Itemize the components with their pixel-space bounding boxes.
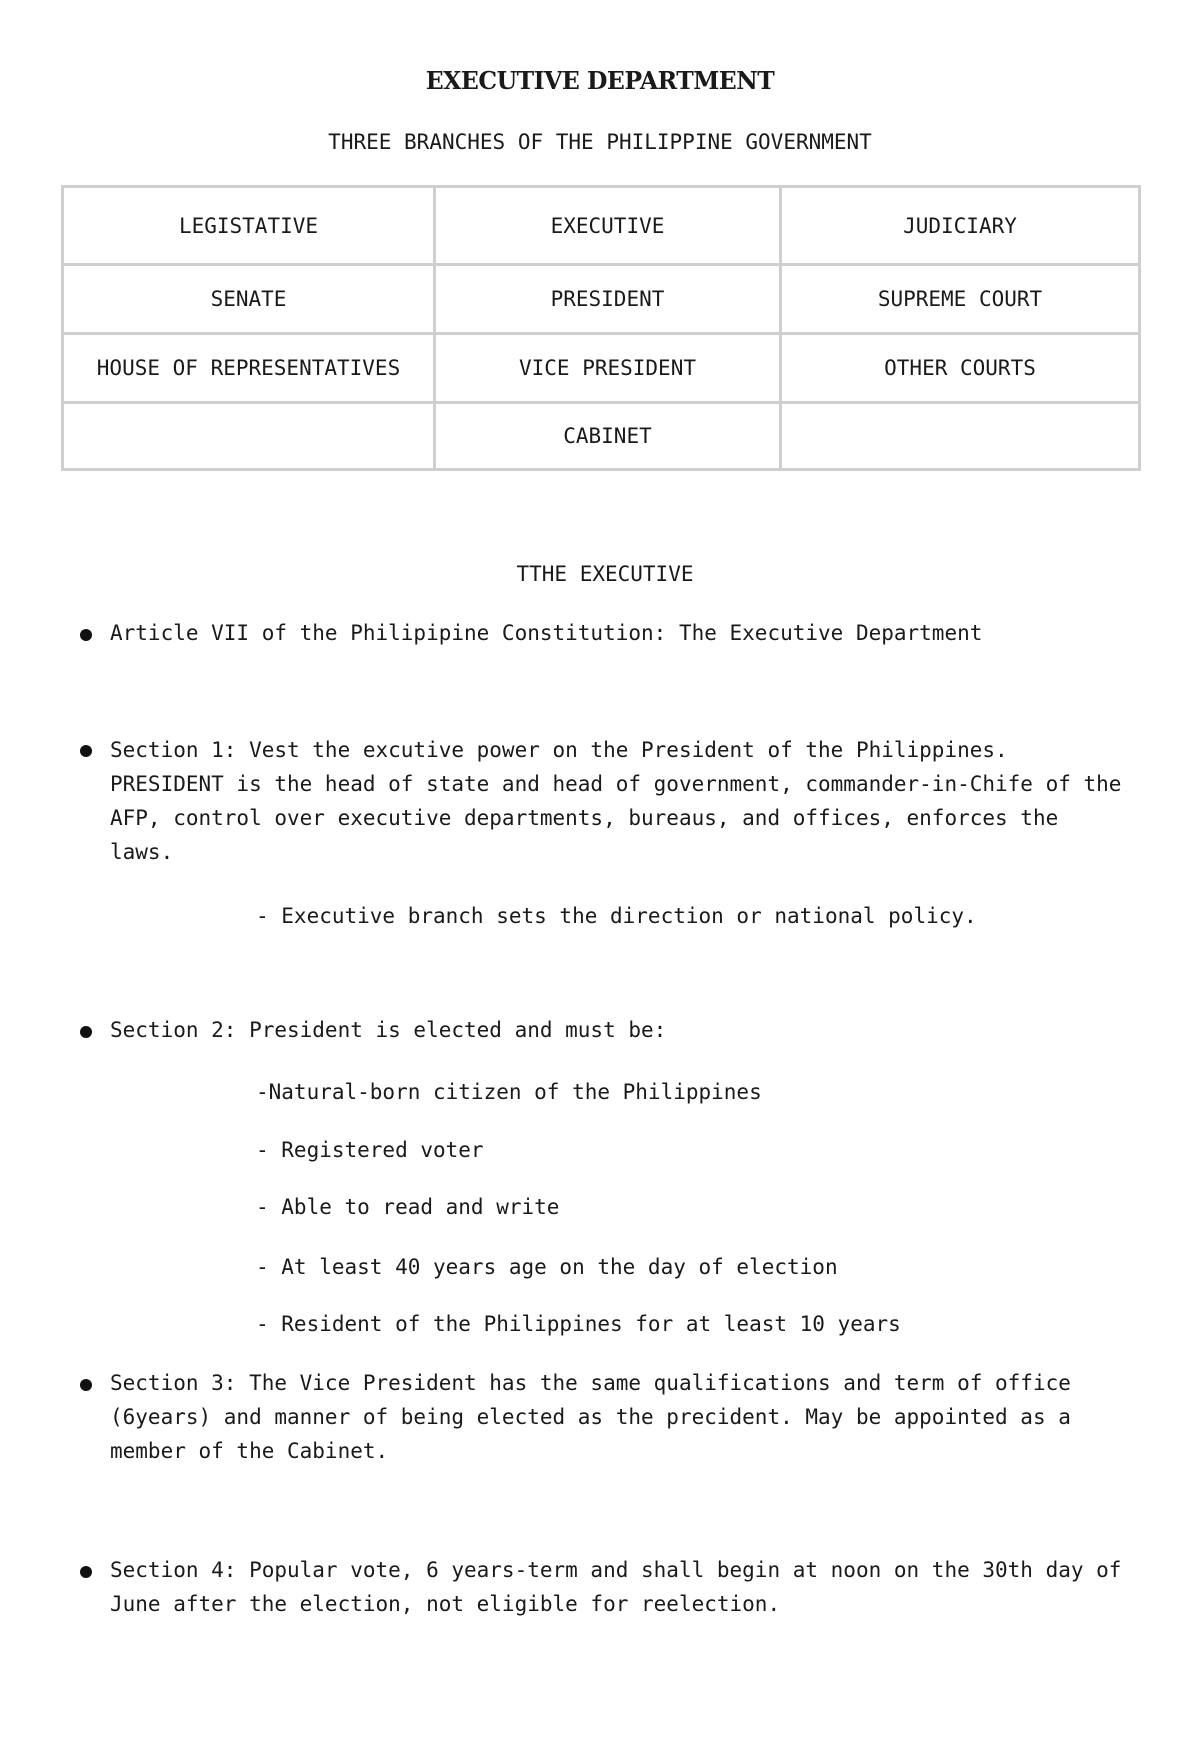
requirement-item: - Resident of the Philippines for at least 10 years <box>256 1312 901 1336</box>
table-header-cell: LEGISTATIVE <box>63 187 435 265</box>
article-item: Article VII of the Philipipine Constitution: The Executive Department <box>110 621 983 645</box>
table-row <box>63 265 1140 334</box>
section-1-note: - Executive branch sets the direction or national policy. <box>256 904 977 928</box>
requirement-item: -Natural-born citizen of the Philippines <box>256 1080 762 1104</box>
table-cell: PRESIDENT <box>435 265 781 334</box>
requirement-item: - At least 40 years age on the day of election <box>256 1255 838 1279</box>
table-row <box>63 334 1140 403</box>
document-title: EXECUTIVE DEPARTMENT <box>425 66 775 95</box>
bullet-icon <box>80 745 92 757</box>
bullet-icon <box>80 1566 92 1578</box>
bullet-icon <box>80 1026 92 1038</box>
table-header-cell: JUDICIARY <box>781 187 1140 265</box>
table-cell: OTHER COURTS <box>781 334 1140 403</box>
section-3-item: Section 3: The Vice President has the same qualifications and term of office (6years) and manner of being elected as the precident. May be appointed as a member of the Cabinet. <box>110 1371 1084 1463</box>
bullet-icon <box>80 629 92 641</box>
bullet-icon <box>80 1379 92 1391</box>
table-cell: HOUSE OF REPRESENTATIVES <box>63 334 435 403</box>
table-header-cell: EXECUTIVE <box>435 187 781 265</box>
document-subtitle: THREE BRANCHES OF THE PHILIPPINE GOVERNMENT <box>328 130 872 154</box>
requirement-item: - Registered voter <box>256 1138 484 1162</box>
section-4-item: Section 4: Popular vote, 6 years-term and shall begin at noon on the 30th day of June after the election, not eligible for reelection. <box>110 1558 1135 1616</box>
section-2-item: Section 2: President is elected and must be: <box>110 1018 667 1042</box>
table-cell: SENATE <box>63 265 435 334</box>
branches-table <box>61 185 1141 471</box>
section-heading: TTHE EXECUTIVE <box>516 562 694 586</box>
section-1-item: Section 1: Vest the excutive power on the President of the Philippines. PRESIDENT is the head of state and head of government, commander-in-Chife of the AFP, control over executive departments, bureaus, and offices, enforces the laws. <box>110 738 1135 864</box>
requirement-item: - Able to read and write <box>256 1195 560 1219</box>
table-cell: SUPREME COURT <box>781 265 1140 334</box>
table-cell <box>63 403 435 470</box>
table-cell: VICE PRESIDENT <box>435 334 781 403</box>
table-header-row <box>63 187 1140 265</box>
table-cell: CABINET <box>435 403 781 470</box>
table-row <box>63 403 1140 470</box>
table-cell <box>781 403 1140 470</box>
